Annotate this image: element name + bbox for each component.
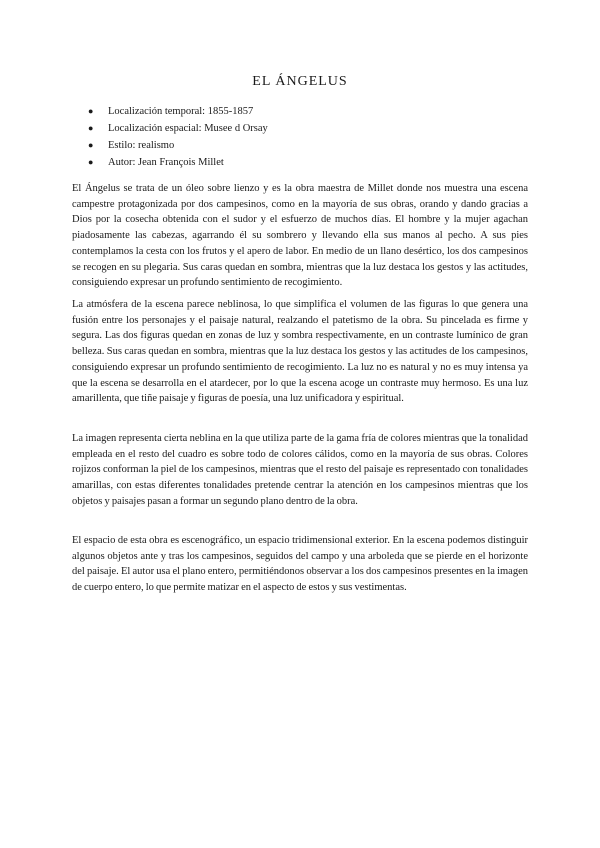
page-title: EL ÁNGELUS xyxy=(252,74,348,89)
bullet-icon: ● xyxy=(88,123,94,133)
list-item-text: Localización espacial: Musee d Orsay xyxy=(108,123,268,134)
bullet-icon: ● xyxy=(88,140,94,150)
bullet-icon: ● xyxy=(88,106,94,116)
list-item-period xyxy=(88,103,268,120)
list-item-location xyxy=(88,120,268,137)
paragraph-description: El Ángelus se trata de un óleo sobre lienzo y es la obra maestra de Millet donde nos muestra una escena campestre protagonizada por dos campesinos, como en la mayoría de sus obras, orando y dando gracias a Dios por la cosecha obtenida con el sudor y el esfuerzo de muchos días. El hombre y la mujer agachan piadosamente las cabezas, agarrando él su sombrero y llevando ella sus manos al pecho. A sus pies contemplamos la cesta con los frutos y el apero de labor. En medio de un llano desértico, los dos campesinos se recogen en su plegaria. Sus caras quedan en sombra, mientras que la luz destaca los gestos y las actitudes, consiguiendo expresar un profundo sentimiento de recogimiento. xyxy=(72,183,528,289)
list-item-text: Estilo: realismo xyxy=(108,140,175,151)
list-item-text: Autor: Jean François Millet xyxy=(108,157,224,168)
paragraph-color: La imagen representa cierta neblina en la que utiliza parte de la gama fría de colores mientras que la tonalidad empleada en el resto del cuadro es sobre todo de colores cálidos, como en la mayoría de sus obras. Colores rojizos conforman la piel de los campesinos, mientras que el resto del paisaje es representado con tonalidades amarillas, con estas diferentes tonalidades pretende centrar la atención en los campesinos mientras que los objetos y paisajes pasan a formar un segundo plano dentro de la obra. xyxy=(72,433,528,507)
bullet-icon: ● xyxy=(88,157,94,167)
list-item-text: Localización temporal: 1855-1857 xyxy=(108,106,254,117)
artwork-details-list xyxy=(88,103,268,171)
list-item-author xyxy=(88,154,268,171)
paragraph-space: El espacio de esta obra es escenográfico, un espacio tridimensional exterior. En la escena podemos distinguir algunos objetos ante y tras los campesinos, seguidos del campo y una arboleda que se pierde en el horizonte del paisaje. El autor usa el plano entero, permitiéndonos observar a los dos campesinos presentes en la imagen de cuerpo entero, lo que permite matizar en el aspecto de estos y sus vestimentas. xyxy=(72,535,528,594)
paragraph-atmosphere: La atmósfera de la escena parece neblinosa, lo que simplifica el volumen de las figuras lo que genera una fusión entre los personajes y el paisaje natural, realzando el patetismo de la obra. Su pincelada es firme y segura. Las dos figuras quedan en zonas de luz y sombra respectivamente, en un contraste lumínico de gran belleza. Sus caras quedan en sombra, mientras que la luz destaca los gestos y las actitudes de los campesinos, consiguiendo expresar un profundo sentimiento de recogimiento. La luz no es natural y no es muy intensa ya que la escena se desarrolla en el atardecer, por lo que la escena acoge un contraste muy hermoso. Es una luz amarillenta, que tiñe paisaje y figuras de poesía, una luz unificadora y espiritual. xyxy=(72,299,528,405)
list-item-style xyxy=(88,137,268,154)
